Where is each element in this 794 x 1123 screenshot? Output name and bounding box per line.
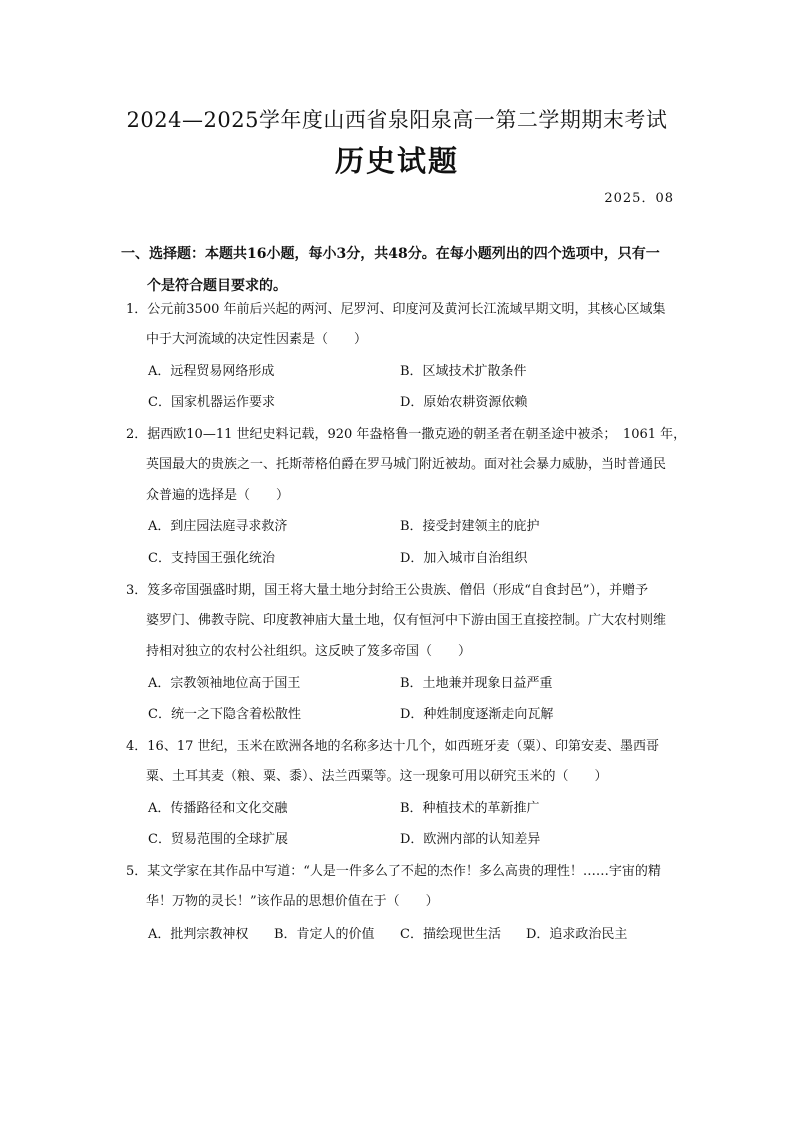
question-2-option-a[interactable]: A．到庄园法庭寻求救济	[148, 519, 288, 534]
question-2-option-b[interactable]: B．接受封建领主的庇护	[400, 519, 540, 534]
question-5-option-a[interactable]: A．批判宗教神权	[148, 927, 249, 942]
question-1-option-a[interactable]: A．远程贸易网络形成	[148, 364, 275, 379]
section-instructions-line-1: 一、选择题：本题共16小题，每小3分，共48分。在每小题列出的四个选项中，只有一	[121, 246, 660, 262]
question-5-stem-line-1: 5．某文学家在其作品中写道：“人是一件多么了不起的杰作！多么高贵的理性！……宇宙的精	[126, 864, 661, 879]
question-2-stem-line-1: 2．据西欧10—11 世纪史料记载，920 年盎格鲁一撒克逊的朝圣者在朝圣途中被杀； 1061 年，	[126, 427, 687, 442]
question-1-option-d[interactable]: D．原始农耕资源依赖	[400, 395, 528, 410]
exam-title: 2024—2025学年度山西省泉阳泉高一第二学期期末考试	[126, 108, 668, 132]
question-4-stem-line-2: 粟、土耳其麦（粮、粟、黍）、法兰西粟等。这一现象可用以研究玉米的（ ）	[146, 769, 608, 784]
question-5-option-c[interactable]: C．描绘现世生活	[400, 927, 501, 942]
question-3-option-d[interactable]: D．种姓制度逐渐走向瓦解	[400, 707, 554, 722]
question-4-option-b[interactable]: B．种植技术的革新推广	[400, 801, 540, 816]
question-2-option-c[interactable]: C．支持国王强化统治	[148, 551, 275, 566]
question-4-option-c[interactable]: C．贸易范围的全球扩展	[148, 832, 288, 847]
question-3-stem-line-3: 持相对独立的农村公社组织。这反映了笈多帝国（ ）	[146, 644, 472, 659]
question-1-option-b[interactable]: B．区域技术扩散条件	[400, 364, 527, 379]
question-3-option-b[interactable]: B．土地兼并现象日益严重	[400, 676, 553, 691]
section-instructions-line-2: 个是符合题目要求的。	[147, 278, 287, 294]
question-3-option-c[interactable]: C．统一之下隐含着松散性	[148, 707, 301, 722]
question-5-option-d[interactable]: D．追求政治民主	[526, 927, 628, 942]
question-4-stem-line-1: 4．16、17 世纪，玉米在欧洲各地的名称多达十几个，如西班牙麦（粟）、印第安麦、墨西哥	[126, 739, 659, 754]
question-4-option-d[interactable]: D．欧洲内部的认知差异	[400, 832, 541, 847]
question-5-stem-line-2: 华！万物的灵长！”该作品的思想价值在于（ ）	[146, 894, 439, 909]
question-2-option-d[interactable]: D．加入城市自治组织	[400, 551, 528, 566]
exam-subject: 历史试题	[334, 144, 459, 178]
question-3-stem-line-1: 3．笈多帝国强盛时期，国王将大量土地分封给王公贵族、僧侣（形成“自食封邑”），并赠予	[126, 583, 649, 598]
section-instructions	[121, 238, 681, 302]
question-1-option-c[interactable]: C．国家机器运作要求	[148, 395, 275, 410]
question-5-option-b[interactable]: B．肯定人的价值	[274, 927, 375, 942]
question-2-stem-line-2: 英国最大的贵族之一、托斯蒂格伯爵在罗马城门附近被劫。面对社会暴力威胁，当时普通民	[146, 457, 667, 472]
exam-date: 2025．08	[604, 191, 674, 206]
question-2-stem-line-3: 众普遍的选择是（ ）	[146, 488, 290, 503]
question-1-stem-line-1: 1．公元前3500 年前后兴起的两河、尼罗河、印度河及黄河长江流域早期文明，其核心区域集	[126, 302, 666, 317]
question-4-option-a[interactable]: A．传播路径和文化交融	[148, 801, 288, 816]
question-3-stem-line-2: 婆罗门、佛教寺院、印度教神庙大量土地，仅有恒河中下游由国王直接控制。广大农村则维	[146, 613, 667, 628]
question-3-option-a[interactable]: A．宗教领袖地位高于国王	[148, 676, 301, 691]
question-1-stem-line-2: 中于大河流域的决定性因素是（ ）	[146, 332, 368, 347]
